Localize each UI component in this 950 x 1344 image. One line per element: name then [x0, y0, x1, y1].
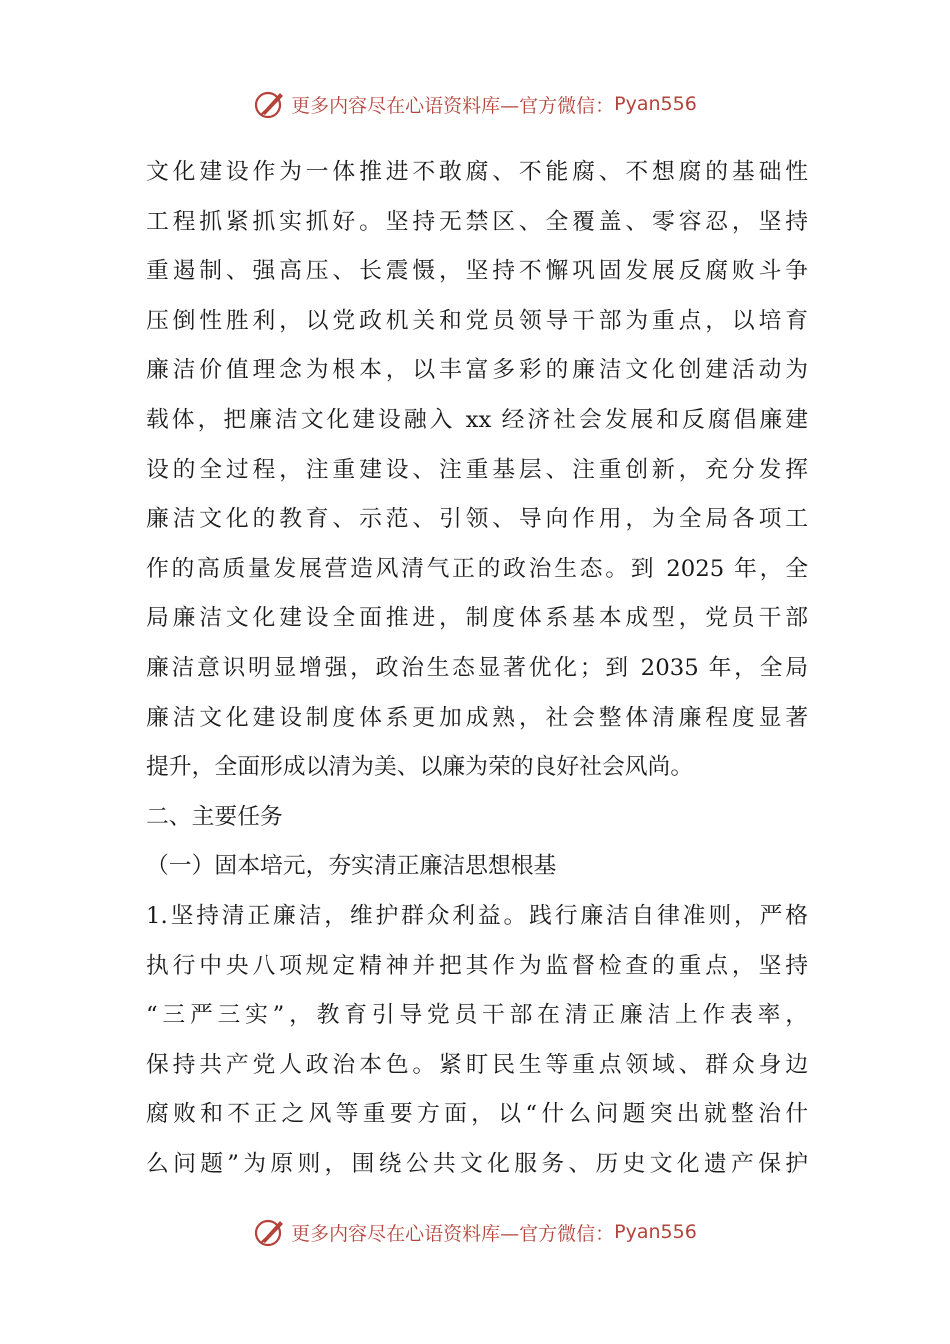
item-line: 腐败和不正之风等重要方面，以“什么问题突出就整治什	[146, 1101, 808, 1128]
body-line: 压倒性胜利，以党政机关和党员领导干部为重点，以培育	[146, 307, 808, 334]
item-line: 保持共产党人政治本色。紧盯民生等重点领域、群众身边	[146, 1051, 808, 1078]
body-line: 载体，把廉洁文化建设融入 xx 经济社会发展和反腐倡廉建	[146, 406, 808, 433]
item-line: 么问题”为原则，围绕公共文化服务、历史文化遗产保护	[146, 1150, 808, 1177]
body-line: 提升，全面形成以清为美、以廉为荣的良好社会风尚。	[146, 754, 694, 781]
item-line: 执行中央八项规定精神并把其作为监督检查的重点，坚持	[146, 952, 808, 979]
subsection-heading: （一）固本培元，夯实清正廉洁思想根基	[146, 853, 557, 880]
section-heading: 二、主要任务	[146, 803, 283, 830]
watermark-handle: Pyan556	[614, 93, 697, 115]
body-line: 廉洁文化的教育、示范、引领、导向作用，为全局各项工	[146, 506, 808, 533]
quill-logo-icon	[253, 1215, 287, 1249]
footer-watermark	[0, 1212, 950, 1252]
body-line: 局廉洁文化建设全面推进，制度体系基本成型，党员干部	[146, 605, 808, 632]
watermark-handle: Pyan556	[614, 1221, 697, 1243]
body-line: 廉洁价值理念为根本，以丰富多彩的廉洁文化创建活动为	[146, 357, 808, 384]
body-line: 作的高质量发展营造风清气正的政治生态。到 2025 年，全	[146, 555, 808, 582]
item-line: “三严三实”，教育引导党员干部在清正廉洁上作表率，	[146, 1002, 808, 1029]
item-line: 1.坚持清正廉洁，维护群众利益。践行廉洁自律准则，严格	[146, 902, 808, 929]
body-line: 设的全过程，注重建设、注重基层、注重创新，充分发挥	[146, 456, 808, 483]
watermark-text: 更多内容尽在心语资料库—官方微信：	[291, 1222, 615, 1245]
quill-logo-icon	[253, 87, 287, 121]
body-line: 文化建设作为一体推进不敢腐、不能腐、不想腐的基础性	[146, 159, 808, 185]
body-line: 工程抓紧抓实抓好。坚持无禁区、全覆盖、零容忍，坚持	[146, 208, 808, 235]
document-body	[146, 148, 808, 1189]
body-line: 廉洁文化建设制度体系更加成熟，社会整体清廉程度显著	[146, 704, 808, 731]
body-line: 廉洁意识明显增强，政治生态显著优化；到 2035 年，全局	[146, 654, 808, 681]
header-watermark	[0, 84, 950, 124]
watermark-text: 更多内容尽在心语资料库—官方微信：	[291, 94, 615, 117]
body-line: 重遏制、强高压、长震慑，坚持不懈巩固发展反腐败斗争	[146, 258, 808, 285]
